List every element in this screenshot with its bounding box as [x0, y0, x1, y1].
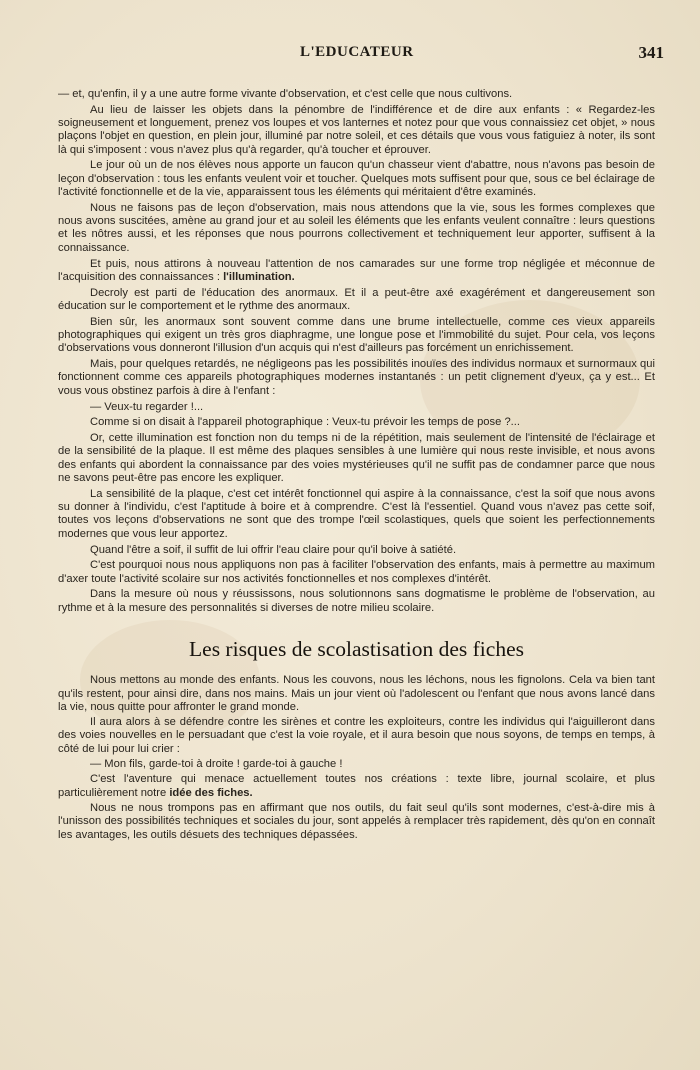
paragraph: Dans la mesure où nous y réussissons, nous solutionnons sans dogmatisme le problème de l'observation, au rythme et à la mesure des personnalités si diverses de notre milieu scolaire. [58, 588, 655, 614]
page-number: 341 [638, 43, 664, 62]
paragraph: C'est pourquoi nous nous appliquons non pas à faciliter l'observation des enfants, mais à permettre au maximum d'axer toute l'activité scolaire sur nos activités fonctionnelles et nos complexes d'intérêt. [58, 559, 655, 585]
article-body [58, 88, 655, 844]
paragraph: Bien sûr, les anormaux sont souvent comme dans une brume intellectuelle, comme ces vieux appareils photographiques qui exigent un très gros diaphragme, une longue pose et l'immobilité du sujet. Pour cela, vos leçons d'observations vous donneront l'illusion d'un acquis qui n'est d'ailleurs pas forcément un enrichissement. [58, 315, 655, 355]
paragraph-text: Et puis, nous attirons à nouveau l'attention de nos camarades sur une forme trop négligée et méconnue de l'acquisition des connaissances : [58, 257, 655, 283]
paragraph: Mais, pour quelques retardés, ne négligeons pas les possibilités inouïes des individus normaux et surnormaux qui fonctionnent comme ces appareils photographiques modernes instantanés : un petit clignement d'yeux, ça y est... Et vous vous obstinez parfois à dire à l'enfant : [58, 358, 655, 397]
section-body [58, 674, 655, 842]
paragraph: — et, qu'enfin, il y a une autre forme vivante d'observation, et c'est celle que nous cultivons. [58, 88, 513, 100]
paragraph-text: C'est l'aventure qui menace actuellement toutes nos créations : texte libre, journal scolaire, et plus particulièrement notre [58, 773, 655, 799]
paragraph [58, 258, 655, 285]
paragraph: Au lieu de laisser les objets dans la pénombre de l'indifférence et de dire aux enfants : « Regardez-les soigneusement et longuement, prenez vos loupes et vos lanternes et notez pour que vous connaissiez cet objet, » nous plaçons l'objet en question, en plein jour, illuminé par notre soleil, et ces détails que vous vous fatiguiez à noter, ils sont là qui s'imposent : vous n'avez plus qu'à regarder, qu'à toucher et éprouver. [58, 103, 655, 156]
paragraph [58, 773, 655, 800]
paragraph: Nous ne faisons pas de leçon d'observation, mais nous attendons que la vie, sous les formes complexes que nous avons suscitées, amène au grand jour et au soleil les éléments que les enfants veulent connaître : leurs questions et les nôtres aussi, et les réponses que nous pourrons collectivement et techniquement leur apporter, suffisent à la connaissance. [58, 201, 655, 254]
paragraph: Comme si on disait à l'appareil photographique : Veux-tu prévoir les temps de pose ?... [90, 416, 520, 429]
paragraph: Nous mettons au monde des enfants. Nous les couvons, nous les léchons, nous les fignolons. Cela va bien tant qu'ils restent, pour ainsi dire, dans nos mains. Mais un jour vient où l'adolescent ou l'enfant que nous avons lancé dans la vie, nous quitte pour affronter le grand monde. [58, 674, 655, 713]
running-title: L'EDUCATEUR [300, 44, 414, 60]
paragraph: Il aura alors à se défendre contre les sirènes et contre les exploiteurs, contre les individus qui l'aiguilleront dans des voies nouvelles en le persuadant que c'est la voie royale, et il aura besoin que nous soyons, de temps en temps, à côté de lui pour lui crier : [58, 716, 655, 755]
dialog-line: — Mon fils, garde-toi à droite ! garde-toi à gauche ! [90, 758, 343, 771]
paragraph: Decroly est parti de l'éducation des anormaux. Et il a peut-être axé exagérément et dangereusement son éducation sur le comportement et le rythme des anormaux. [58, 286, 655, 312]
emphasis-text: l'illumination. [223, 270, 295, 283]
paragraph: Nous ne nous trompons pas en affirmant que nos outils, du fait seul qu'ils sont modernes, c'est-à-dire mis à l'unisson des possibilités techniques et sociales du jour, sont appelés à remplacer très rapidement, dès qu'on en connaît les avantages, les outils désuets des techniques dépassées. [58, 801, 655, 841]
emphasis-text: idée des fiches. [169, 786, 253, 799]
page-header [0, 44, 700, 68]
dialog-line: — Veux-tu regarder !... [90, 400, 204, 413]
paragraph: Le jour où un de nos élèves nous apporte un faucon qu'un chasseur vient d'abattre, nous n'avons pas besoin de leçon d'observation : tous les enfants veulent voir et toucher. Quelques mots suffisent pour que, sous ce bel éclairage de l'activité fonctionnelle et de la vie, apparaissent tous les éléments qui méritaient d'être examinés. [58, 159, 655, 199]
paragraph: La sensibilité de la plaque, c'est cet intérêt fonctionnel qui aspire à la connaissance, c'est la soif que nous avons su donner à l'individu, c'est l'aptitude à boire et à comprendre. C'est là l'essentiel. Quand vous n'avez pas cette soif, toutes vos leçons d'observations ne sont que des trompe l'œil scolastiques, quels que soient les perfectionnements modernes que vous leur apportez. [58, 487, 655, 540]
paragraph: Or, cette illumination est fonction non du temps ni de la répétition, mais seulement de l'intensité de l'éclairage et de la sensibilité de la plaque. Il est même des plaques sensibles à une lumière qui nous reste invisible, et nous avons des enfants qui abordent la connaissance par des voies mystérieuses qu'il ne suffit pas de condamner parce que nous ne savons peut-être pas encore les expliquer. [58, 432, 655, 485]
paragraph: Quand l'être a soif, il suffit de lui offrir l'eau claire pour qu'il boive à satiété. [90, 543, 457, 556]
section-title: Les risques de scolastisation des fiches [189, 636, 524, 661]
